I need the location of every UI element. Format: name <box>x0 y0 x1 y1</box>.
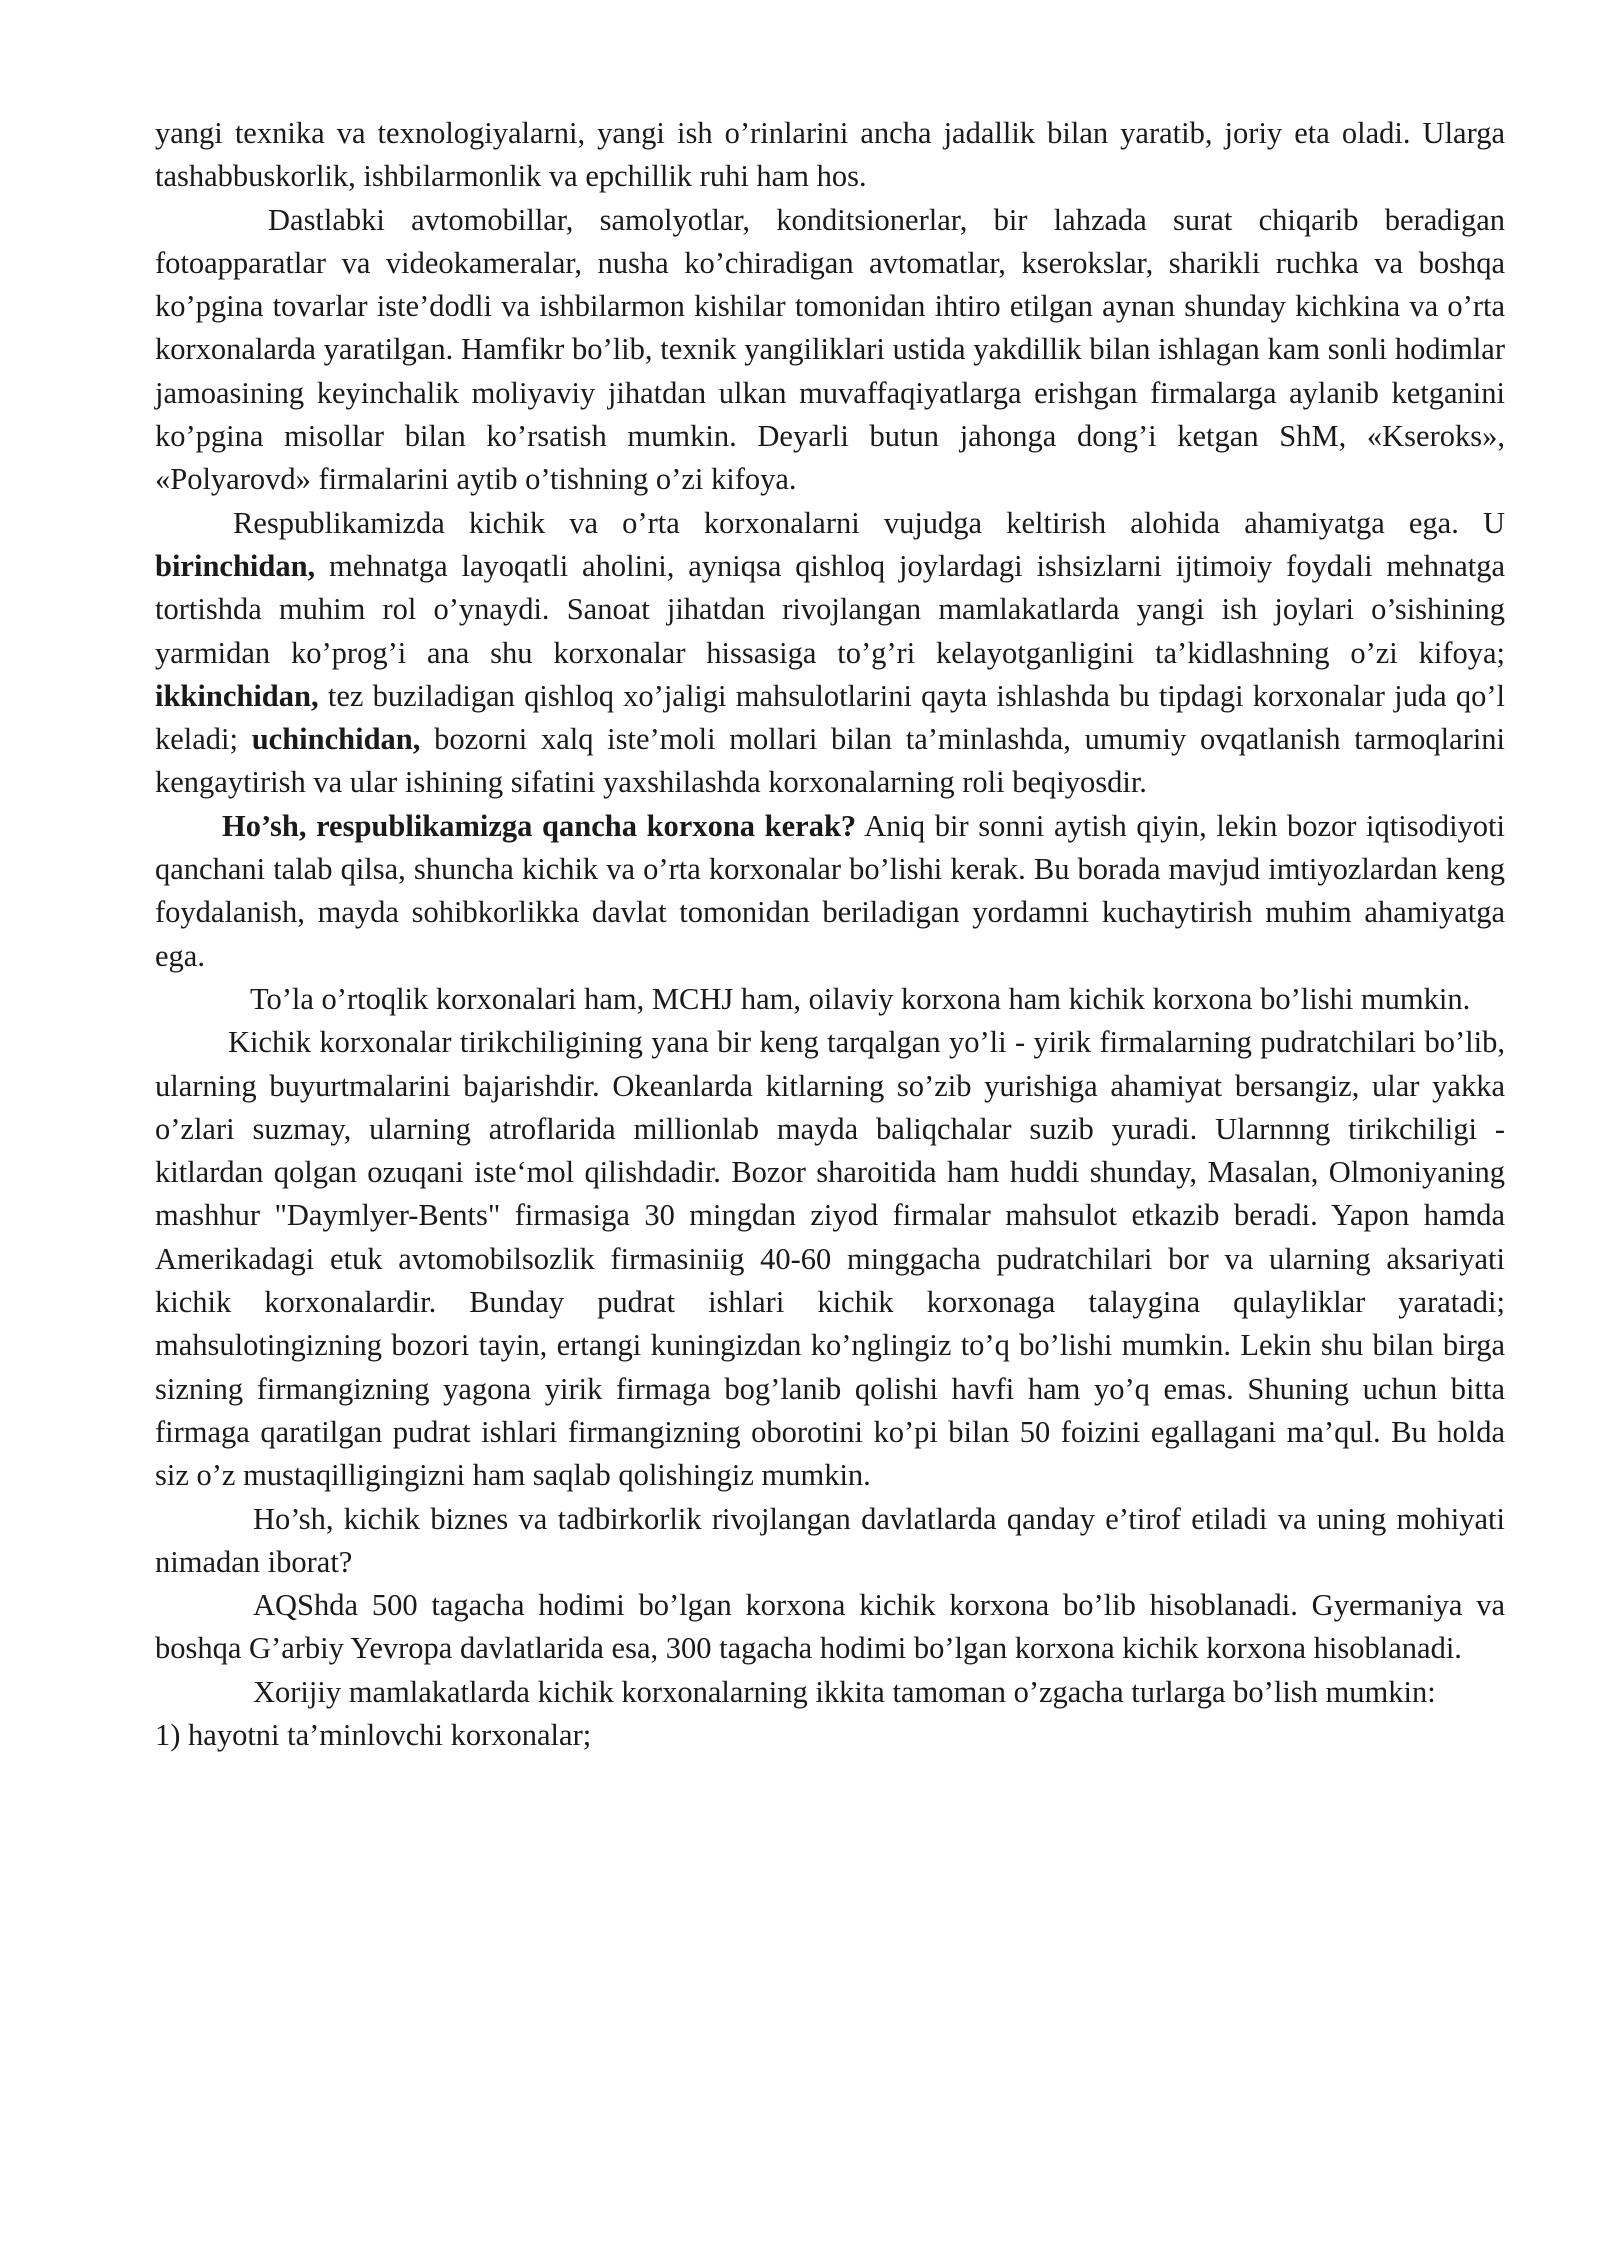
paragraph-3-bold-ikkinchidan: ikkinchidan, <box>155 678 319 713</box>
paragraph-4-text: Aniq bir sonni aytish qiyin, lekin bozor iqtisodiyoti qanchani talab qilsa, shuncha kichik va o’rta korxonalar bo’lishi kerak. Bu borada mavjud imtiyozlardan keng foydalanish, mayda sohibkorlikka davlat tomonidan beriladigan yordamni kuchaytirish muhim ahamiyatga ega. <box>155 808 1505 973</box>
paragraph-3-text-4: bozorni xalq iste’moli mollari bilan ta’minlashda, umumiy ovqatlanish tarmoqlarini kengaytirish va ular ishining sifatini yaxshilashda korxonalarning roli beqiyosdir. <box>155 722 1506 800</box>
paragraph-9: Xorijiy mamlakatlarda kichik korxonalarning ikkita tamoman o’zgacha turlarga bo’lish mumkin: <box>253 1674 1436 1709</box>
paragraph-7: Ho’sh, kichik biznes va tadbirkorlik rivojlangan davlatlarda qanday e’tirof etiladi va uning mohiyati nimadan iborat? <box>155 1501 1505 1579</box>
paragraph-1: yangi texnika va texnologiyalarni, yangi ish o’rinlarini ancha jadallik bilan yaratib, joriy eta oladi. Ularga tashabbuskorlik, ishbilarmonlik va epchillik ruhi ham hos. <box>155 116 1505 194</box>
paragraph-4-bold-question: Ho’sh, respublikamizga qancha korxona kerak? <box>222 808 857 843</box>
paragraph-10: 1) hayotni ta’minlovchi korxonalar; <box>155 1717 592 1752</box>
paragraph-6: Kichik korxonalar tirikchiligining yana bir keng tarqalgan yo’li - yirik firmalarning pudratchilari bo’lib, ularning buyurtmalarini bajarishdir. Okeanlarda kitlarning so’zib yurishiga ahamiyat bersangiz, ular yakka o’zlari suzmay, ularning atroflarida millionlab mayda baliqchalar suzib yuradi. Ularnnng tirikchiligi - kitlardan qolgan ozuqani iste‘mol qilishdadir. Bozor sharoitida ham huddi shunday, Masalan, Olmoniyaning mashhur "Daymlyer-Bents" firmasiga 30 mingdan ziyod firmalar mahsulot etkazib beradi. Yapon hamda Amerikadagi etuk avtomobilsozlik firmasiniig 40-60 minggacha pudratchilari bor va ularning aksariyati kichik korxonalardir. Bunday pudrat ishlari kichik korxonaga talaygina qulayliklar yaratadi; mahsulotingizning bozori tayin, ertangi kuningizdan ko’nglingiz to’q bo’lishi mumkin. Lekin shu bilan birga sizning firmangizning yagona yirik firmaga bog’lanib qolishi havfi ham yo’q emas. Shuning uchun bitta firmaga qaratilgan pudrat ishlari firmangizning oborotini ko’pi bilan 50 foizini egallagani ma’qul. Bu holda siz o’z mustaqilligingizni ham saqlab qolishingiz mumkin. <box>155 1025 1505 1493</box>
paragraph-5: To’la o’rtoqlik korxonalari ham, MCHJ ham, oilaviy korxona ham kichik korxona bo’lishi mumkin. <box>250 981 1471 1016</box>
paragraph-2: Dastlabki avtomobillar, samolyotlar, konditsionerlar, bir lahzada surat chiqarib beradigan fotoapparatlar va videokameralar, nusha ko’chiradigan avtomatlar, kserokslar, sharikli ruchka va boshqa ko’pgina tovarlar iste’dodli va ishbilarmon kishilar tomonidan ihtiro etilgan aynan shunday kichkina va o’rta korxonalarda yaratilgan. Hamfikr bo’lib, texnik yangiliklari ustida yakdillik bilan ishlagan kam sonli hodimlar jamoasining keyinchalik moliyaviy jihatdan ulkan muvaffaqiyatlarga erishgan firmalarga aylanib ketganini ko’pgina misollar bilan ko’rsatish mumkin. Deyarli butun jahonga dong’i ketgan ShM, «Kseroks», «Polyarovd» firmalarini aytib o’tishning o’zi kifoya. <box>155 202 1505 497</box>
paragraph-4 <box>155 805 1505 978</box>
paragraph-3-bold-birinchidan: birinchidan, <box>155 548 316 583</box>
paragraph-3-bold-uchinchidan: uchinchidan, <box>251 722 421 757</box>
paragraph-3-text-1: Respublikamizda kichik va o’rta korxonalarni vujudga keltirish alohida ahamiyatga ega. U <box>233 505 1505 540</box>
paragraph-3 <box>155 502 1505 805</box>
paragraph-8: AQShda 500 tagacha hodimi bo’lgan korxona kichik korxona bo’lib hisoblanadi. Gyermaniya va boshqa G’arbiy Yevropa davlatlarida esa, 300 tagacha hodimi bo’lgan korxona kichik korxona hisoblanadi. <box>155 1588 1505 1666</box>
paragraph-3-text-2: mehnatga layoqatli aholini, ayniqsa qishloq joylardagi ishsizlarni ijtimoiy foydali mehnatga tortishda muhim rol o’ynaydi. Sanoat jihatdan rivojlangan mamlakatlarda yangi ish joylari o’sishining yarmidan ko’prog’i ana shu korxonalar hissasiga to’g’ri kelayotganligini ta’kidlashning o’zi kifoya; <box>155 548 1505 670</box>
document-page <box>155 112 1505 1757</box>
paragraph-3-text-3: tez buziladigan qishloq xo’jaligi mahsulotlarini qayta ishlashda bu tipdagi korxonalar juda qo’l keladi; <box>155 678 1505 757</box>
